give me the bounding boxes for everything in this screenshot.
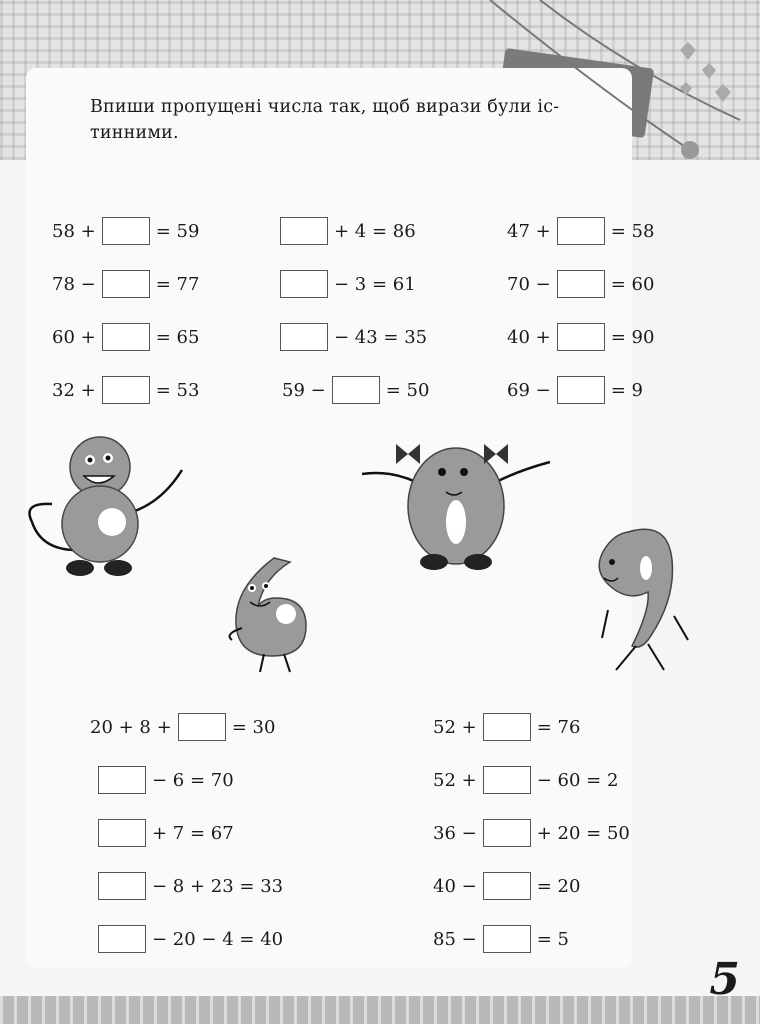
equation-row <box>433 871 580 901</box>
equation-left: 20 + 8 + <box>90 716 172 738</box>
equation-row <box>92 818 234 848</box>
equation-right: − 20 − 4 = 40 <box>152 928 284 950</box>
equation-right: = 77 <box>155 273 200 295</box>
digit-9-character <box>588 520 708 680</box>
equation-right: = 59 <box>155 220 200 242</box>
equation-row <box>433 924 569 954</box>
answer-box[interactable] <box>332 376 380 404</box>
equation-row <box>92 924 283 954</box>
answer-box[interactable] <box>483 872 531 900</box>
equation-row <box>433 818 630 848</box>
equation-right: − 43 = 35 <box>334 326 428 348</box>
answer-box[interactable] <box>557 217 605 245</box>
digit-8-character <box>22 432 192 582</box>
task-instruction <box>90 94 610 146</box>
equation-left: 59 − <box>282 379 326 401</box>
equation-left: 40 − <box>433 875 477 897</box>
equation-left: 52 + <box>433 716 477 738</box>
equation-right: = 9 <box>610 379 643 401</box>
answer-box[interactable] <box>98 819 146 847</box>
equation-right: − 60 = 2 <box>536 769 619 791</box>
equation-right: − 8 + 23 = 33 <box>152 875 284 897</box>
equation-left: 60 + <box>52 326 96 348</box>
answer-box[interactable] <box>483 819 531 847</box>
answer-box[interactable] <box>557 270 605 298</box>
equation-right: = 90 <box>610 326 655 348</box>
instruction-line-2: тинними. <box>90 123 179 143</box>
equation-right: − 6 = 70 <box>152 769 234 791</box>
equation-row <box>274 216 416 246</box>
answer-box[interactable] <box>557 376 605 404</box>
equation-row <box>507 375 643 405</box>
equation-row <box>433 765 618 795</box>
equation-right: = 30 <box>231 716 276 738</box>
answer-box[interactable] <box>98 872 146 900</box>
equation-left: 52 + <box>433 769 477 791</box>
answer-box[interactable] <box>483 713 531 741</box>
answer-box[interactable] <box>98 925 146 953</box>
equation-right: = 76 <box>536 716 581 738</box>
equation-right: = 65 <box>155 326 200 348</box>
equation-row <box>274 269 416 299</box>
equation-row <box>433 712 580 742</box>
equation-left: 47 + <box>507 220 551 242</box>
equation-row <box>507 269 654 299</box>
equation-row <box>52 269 199 299</box>
equation-right: = 58 <box>610 220 655 242</box>
answer-box[interactable] <box>102 217 150 245</box>
footer-strip <box>0 996 760 1024</box>
equation-right: = 53 <box>155 379 200 401</box>
equation-right: − 3 = 61 <box>334 273 416 295</box>
answer-box[interactable] <box>483 925 531 953</box>
equation-left: 36 − <box>433 822 477 844</box>
answer-box[interactable] <box>98 766 146 794</box>
page-number: 5 <box>709 954 740 1005</box>
equation-right: = 5 <box>536 928 569 950</box>
answer-box[interactable] <box>102 270 150 298</box>
answer-box[interactable] <box>280 323 328 351</box>
equation-left: 85 − <box>433 928 477 950</box>
equation-right: + 4 = 86 <box>334 220 416 242</box>
answer-box[interactable] <box>280 217 328 245</box>
answer-box[interactable] <box>102 323 150 351</box>
answer-box[interactable] <box>102 376 150 404</box>
equation-row <box>282 375 429 405</box>
equation-row <box>507 216 654 246</box>
equation-right: + 20 = 50 <box>536 822 630 844</box>
equation-row <box>52 216 199 246</box>
equation-left: 78 − <box>52 273 96 295</box>
equation-right: = 50 <box>385 379 430 401</box>
equation-left: 70 − <box>507 273 551 295</box>
equation-row <box>90 712 275 742</box>
equation-right: + 7 = 67 <box>152 822 234 844</box>
equation-left: 32 + <box>52 379 96 401</box>
equation-row <box>52 375 199 405</box>
equation-left: 69 − <box>507 379 551 401</box>
equation-right: = 20 <box>536 875 581 897</box>
equation-row <box>92 765 234 795</box>
answer-box[interactable] <box>178 713 226 741</box>
digit-0-character <box>360 434 560 574</box>
equation-left: 58 + <box>52 220 96 242</box>
answer-box[interactable] <box>483 766 531 794</box>
equation-right: = 60 <box>610 273 655 295</box>
equation-row <box>507 322 654 352</box>
equation-left: 40 + <box>507 326 551 348</box>
instruction-line-1: Впиши пропущені числа так, щоб вирази були іс- <box>90 97 560 117</box>
answer-box[interactable] <box>280 270 328 298</box>
equation-row <box>274 322 427 352</box>
equation-row <box>92 871 283 901</box>
equation-row <box>52 322 199 352</box>
answer-box[interactable] <box>557 323 605 351</box>
digit-6-character <box>224 548 334 678</box>
